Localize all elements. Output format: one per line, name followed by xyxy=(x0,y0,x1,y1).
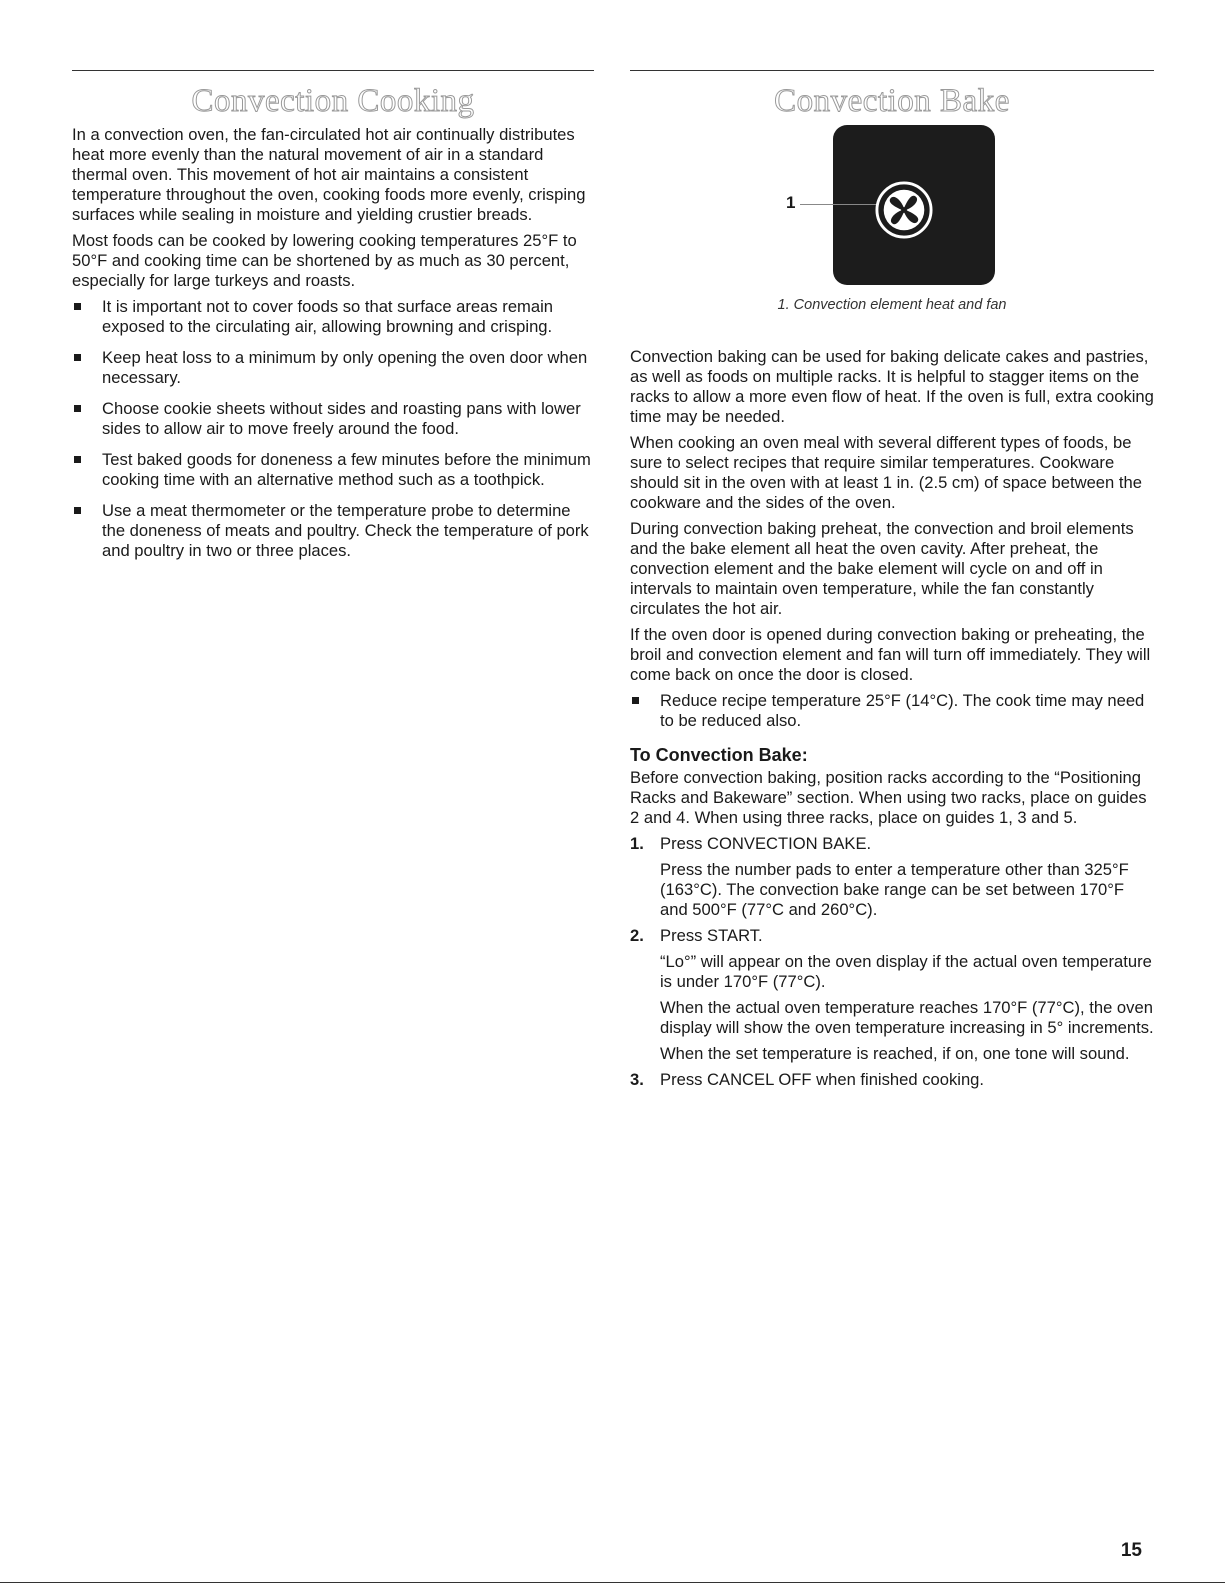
square-bullet-icon xyxy=(74,405,81,412)
list-item xyxy=(630,691,1154,731)
step-item xyxy=(630,926,1154,1064)
list-item xyxy=(72,450,594,490)
right-column xyxy=(630,70,1154,1096)
step-item xyxy=(630,834,1154,920)
paragraph: During convection baking preheat, the convection and broil elements and the bake element all heat the oven cavity. After preheat, the convection element and the bake element will cycle on and off in intervals to maintain oven temperature, while the fan constantly circulates the hot air. xyxy=(630,519,1134,619)
step-detail: “Lo°” will appear on the oven display if the actual oven temperature is under 170°F (77°C). xyxy=(660,952,1152,992)
paragraph: Convection baking can be used for baking delicate cakes and pastries, as well as foods on multiple racks. It is helpful to stagger items on the racks to allow a more even flow of heat. If the oven is full, extra cooking time may be needed. xyxy=(630,347,1154,427)
convection-figure xyxy=(630,125,1154,347)
list-item xyxy=(72,348,594,388)
fan-icon xyxy=(875,181,933,239)
section-title-convection-cooking: Convection Cooking xyxy=(191,83,475,119)
paragraph: When cooking an oven meal with several different types of foods, be sure to select recipes that require similar temperatures. Cookware should sit in the oven with at least 1 in. (2.5 cm) of space between the cookware and the sides of the oven. xyxy=(630,433,1142,513)
square-bullet-icon xyxy=(74,507,81,514)
figure-caption: 1. Convection element heat and fan xyxy=(777,297,1007,314)
step-number: 3. xyxy=(630,1070,644,1090)
steps-list xyxy=(630,834,1154,1090)
paragraph: If the oven door is opened during convection baking or preheating, the broil and convection element and fan will turn off immediately. They will come back on once the door is closed. xyxy=(630,625,1151,685)
paragraph: In a convection oven, the fan-circulated hot air continually distributes heat more evenly than the natural movement of air in a standard thermal oven. This movement of hot air maintains a consistent temperature throughout the oven, cooking foods more evenly, crisping surfaces while sealing in moisture and yielding crustier breads. xyxy=(72,125,586,225)
step-number: 1. xyxy=(630,834,644,854)
subheading: To Convection Bake: xyxy=(630,745,808,766)
square-bullet-icon xyxy=(632,697,639,704)
square-bullet-icon xyxy=(74,456,81,463)
list-item-text: Use a meat thermometer or the temperature probe to determine the doneness of meats and poultry. Check the temperature of pork and poultry in two or three places. xyxy=(102,501,589,561)
section-title-convection-bake: Convection Bake xyxy=(774,83,1010,119)
list-item-text: It is important not to cover foods so that surface areas remain exposed to the circulating air, allowing browning and crisping. xyxy=(102,297,554,337)
step-text: Press CONVECTION BAKE. xyxy=(660,834,872,854)
section-rule xyxy=(72,70,594,71)
callout-leader-line xyxy=(800,204,878,205)
section-rule xyxy=(630,70,1154,71)
page-bottom-rule xyxy=(0,1582,1225,1583)
left-column xyxy=(72,70,594,572)
paragraph: Before convection baking, position racks according to the “Positioning Racks and Bakeware” section. When using two racks, place on guides 2 and 4. When using three racks, place on guides 1, 3 and 5. xyxy=(630,768,1147,828)
step-detail: Press the number pads to enter a temperature other than 325°F (163°C). The convection bake range can be set between 170°F and 500°F (77°C and 260°C). xyxy=(660,860,1129,920)
page-number: 15 xyxy=(1120,1540,1142,1561)
list-item xyxy=(72,501,594,561)
figure-callout-number: 1 xyxy=(786,193,796,213)
bullet-list xyxy=(72,297,594,561)
step-text: Press START. xyxy=(660,926,763,946)
step-text: Press CANCEL OFF when finished cooking. xyxy=(660,1070,985,1090)
list-item-text: Keep heat loss to a minimum by only opening the oven door when necessary. xyxy=(102,348,588,388)
step-detail: When the set temperature is reached, if on, one tone will sound. xyxy=(660,1044,1130,1064)
list-item-text: Choose cookie sheets without sides and roasting pans with lower sides to allow air to move freely around the food. xyxy=(102,399,581,439)
list-item-text: Reduce recipe temperature 25°F (14°C). The cook time may need to be reduced also. xyxy=(660,691,1145,731)
list-item xyxy=(72,297,594,337)
square-bullet-icon xyxy=(74,354,81,361)
step-item xyxy=(630,1070,1154,1090)
list-item-text: Test baked goods for doneness a few minutes before the minimum cooking time with an alternative method such as a toothpick. xyxy=(102,450,591,490)
paragraph: Most foods can be cooked by lowering cooking temperatures 25°F to 50°F and cooking time can be shortened by as much as 30 percent, especially for large turkeys and roasts. xyxy=(72,231,577,291)
step-detail: When the actual oven temperature reaches 170°F (77°C), the oven display will show the oven temperature increasing in 5° increments. xyxy=(660,998,1154,1038)
list-item xyxy=(72,399,594,439)
step-number: 2. xyxy=(630,926,644,946)
square-bullet-icon xyxy=(74,303,81,310)
bullet-list xyxy=(630,691,1154,731)
